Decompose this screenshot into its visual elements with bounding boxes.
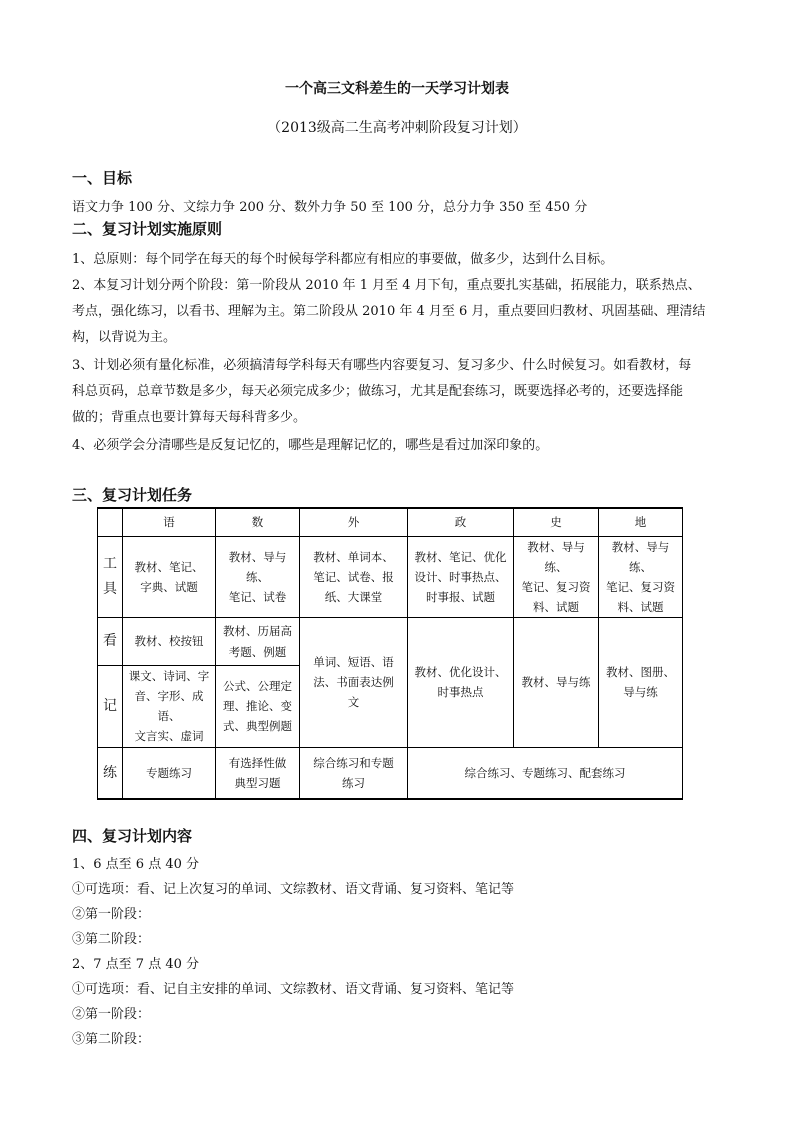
cell-line: 教材、笔记、 [134,559,204,574]
cell-line: 典型习题 [234,775,281,790]
principle-line: 1、总原则：每个同学在每天的每个时候每学科都应有相应的事要做，做多少，达到什么目标。 [72,252,614,267]
content-line: ②第一阶段： [72,1007,151,1022]
cell-line: 时事报、试题 [426,589,495,604]
cell-line: 有选择性做 [228,755,287,770]
cell-line: 音、字形、成语、 [134,689,204,724]
practice-humanities: 综合练习、专题练习、配套练习 [408,747,683,799]
cell-line: 字典、试题 [140,579,198,594]
section-heading-tasks: 三、复习计划任务 [72,486,193,504]
cell-line: 公式、公理定 [223,679,292,694]
history-look-remember: 教材、导与练 [514,618,599,748]
cell-line: 课文、诗词、字 [128,669,210,683]
row-label-remember: 记 [98,666,123,748]
tools-chinese [123,536,216,618]
content-line: ③第二阶段： [72,932,151,947]
principle-line: 构，以背说为主。 [72,330,177,345]
cell-line: 笔记、复习资 [606,579,675,594]
header-geography: 地 [599,508,683,536]
row-label-look: 看 [98,618,123,666]
header-math: 数 [216,508,300,536]
cell-line: 练习 [342,775,365,790]
row-label-tools-char: 工 [103,556,117,573]
practice-chinese: 专题练习 [123,747,216,799]
content-line: 2、7 点至 7 点 40 分 [72,957,200,972]
header-politics: 政 [408,508,514,536]
cell-line: 法、书面表达例 [313,675,394,690]
geography-look-remember [599,618,683,748]
section-heading-principles: 二、复习计划实施原则 [72,220,223,238]
tools-politics [408,536,514,618]
principle-line: 考点，强化练习，以看书、理解为主。第二阶段从 2010 年 4 月至 6 月，重点要回归教材、巩固基础、理清结 [72,304,706,319]
principle-line: 3、计划必须有量化标准，必须搞清每学科每天有哪些内容要复习、复习多少、什么时候复习。如看教材，每 [72,358,692,373]
table-corner-cell [98,508,123,536]
content-line: 1、6 点至 6 点 40 分 [72,857,200,872]
header-history: 史 [514,508,599,536]
practice-english [300,747,408,799]
cell-line: 教材、单词本、 [313,549,394,564]
task-table [97,507,683,800]
english-look-remember [300,618,408,748]
principle-line: 做的；背重点也要计算每天每科背多少。 [72,410,307,425]
tools-english [300,536,408,618]
section-heading-content: 四、复习计划内容 [72,827,193,845]
document-subtitle: （2013级高二生高考冲刺阶段复习计划） [267,120,527,136]
cell-line: 教材、导与练、 [527,539,585,574]
cell-line: 教材、导与练、 [228,549,287,584]
tools-geography [599,536,683,618]
cell-line: 时事热点 [437,685,484,700]
principle-line: 4、必须学会分清哪些是反复记忆的，哪些是理解记忆的，哪些是看过加深印象的。 [72,438,549,453]
cell-line: 笔记、试卷、报 [313,569,394,584]
cell-line: 理、推论、变 [223,699,292,714]
cell-line: 式、典型例题 [223,719,292,734]
tools-history [514,536,599,618]
cell-line: 教材、优化设计、 [414,665,507,680]
content-line: ①可选项：看、记自主安排的单词、文综教材、语文背诵、复习资料、笔记等 [72,982,515,997]
cell-line: 教材、导与练、 [611,539,670,574]
tools-math [216,536,300,618]
cell-line: 文言实、虚词 [134,729,204,744]
document-title: 一个高三文科差生的一天学习计划表 [285,81,509,97]
remember-chinese [123,666,216,748]
section-heading-goals: 一、目标 [72,169,133,187]
cell-line: 料、试题 [617,599,664,614]
look-chinese: 教材、校按钮 [123,618,216,666]
cell-line: 教材、图册、 [606,665,675,680]
practice-math [216,747,300,799]
cell-line: 考题、例题 [228,644,287,659]
cell-line: 设计、时事热点、 [414,569,507,584]
cell-line: 文 [347,695,360,710]
row-label-tools [98,536,123,618]
goals-text: 语文力争 100 分、文综力争 200 分、数外力争 50 至 100 分，总分力争 350 至 450 分 [72,200,588,215]
look-math [216,618,300,666]
remember-math [216,666,300,748]
cell-line: 教材、笔记、优化 [414,549,507,564]
cell-line: 单词、短语、语 [313,655,394,670]
principle-line: 2、本复习计划分两个阶段：第一阶段从 2010 年 1 月至 4 月下旬，重点要扎实基础，拓展能力，联系热点、 [72,278,701,293]
cell-line: 导与练 [623,685,658,700]
row-label-tools-char: 具 [103,580,117,597]
cell-line: 纸、大课堂 [324,589,383,604]
header-chinese: 语 [123,508,216,536]
principle-line: 科总页码，总章节数是多少，每天必须完成多少；做练习，尤其是配套练习，既要选择必考的，还要选择能 [72,384,684,399]
politics-look-remember [408,618,514,748]
cell-line: 教材、历届高 [223,624,292,639]
content-line: ③第二阶段： [72,1032,151,1047]
cell-line: 笔记、试卷 [228,589,287,604]
header-english: 外 [300,508,408,536]
cell-line: 料、试题 [533,599,579,614]
cell-line: 综合练习和专题 [313,755,394,770]
content-line: ②第一阶段： [72,907,151,922]
cell-line: 笔记、复习资 [521,579,591,594]
content-line: ①可选项：看、记上次复习的单词、文综教材、语文背诵、复习资料、笔记等 [72,882,515,897]
row-label-practice: 练 [98,747,123,799]
